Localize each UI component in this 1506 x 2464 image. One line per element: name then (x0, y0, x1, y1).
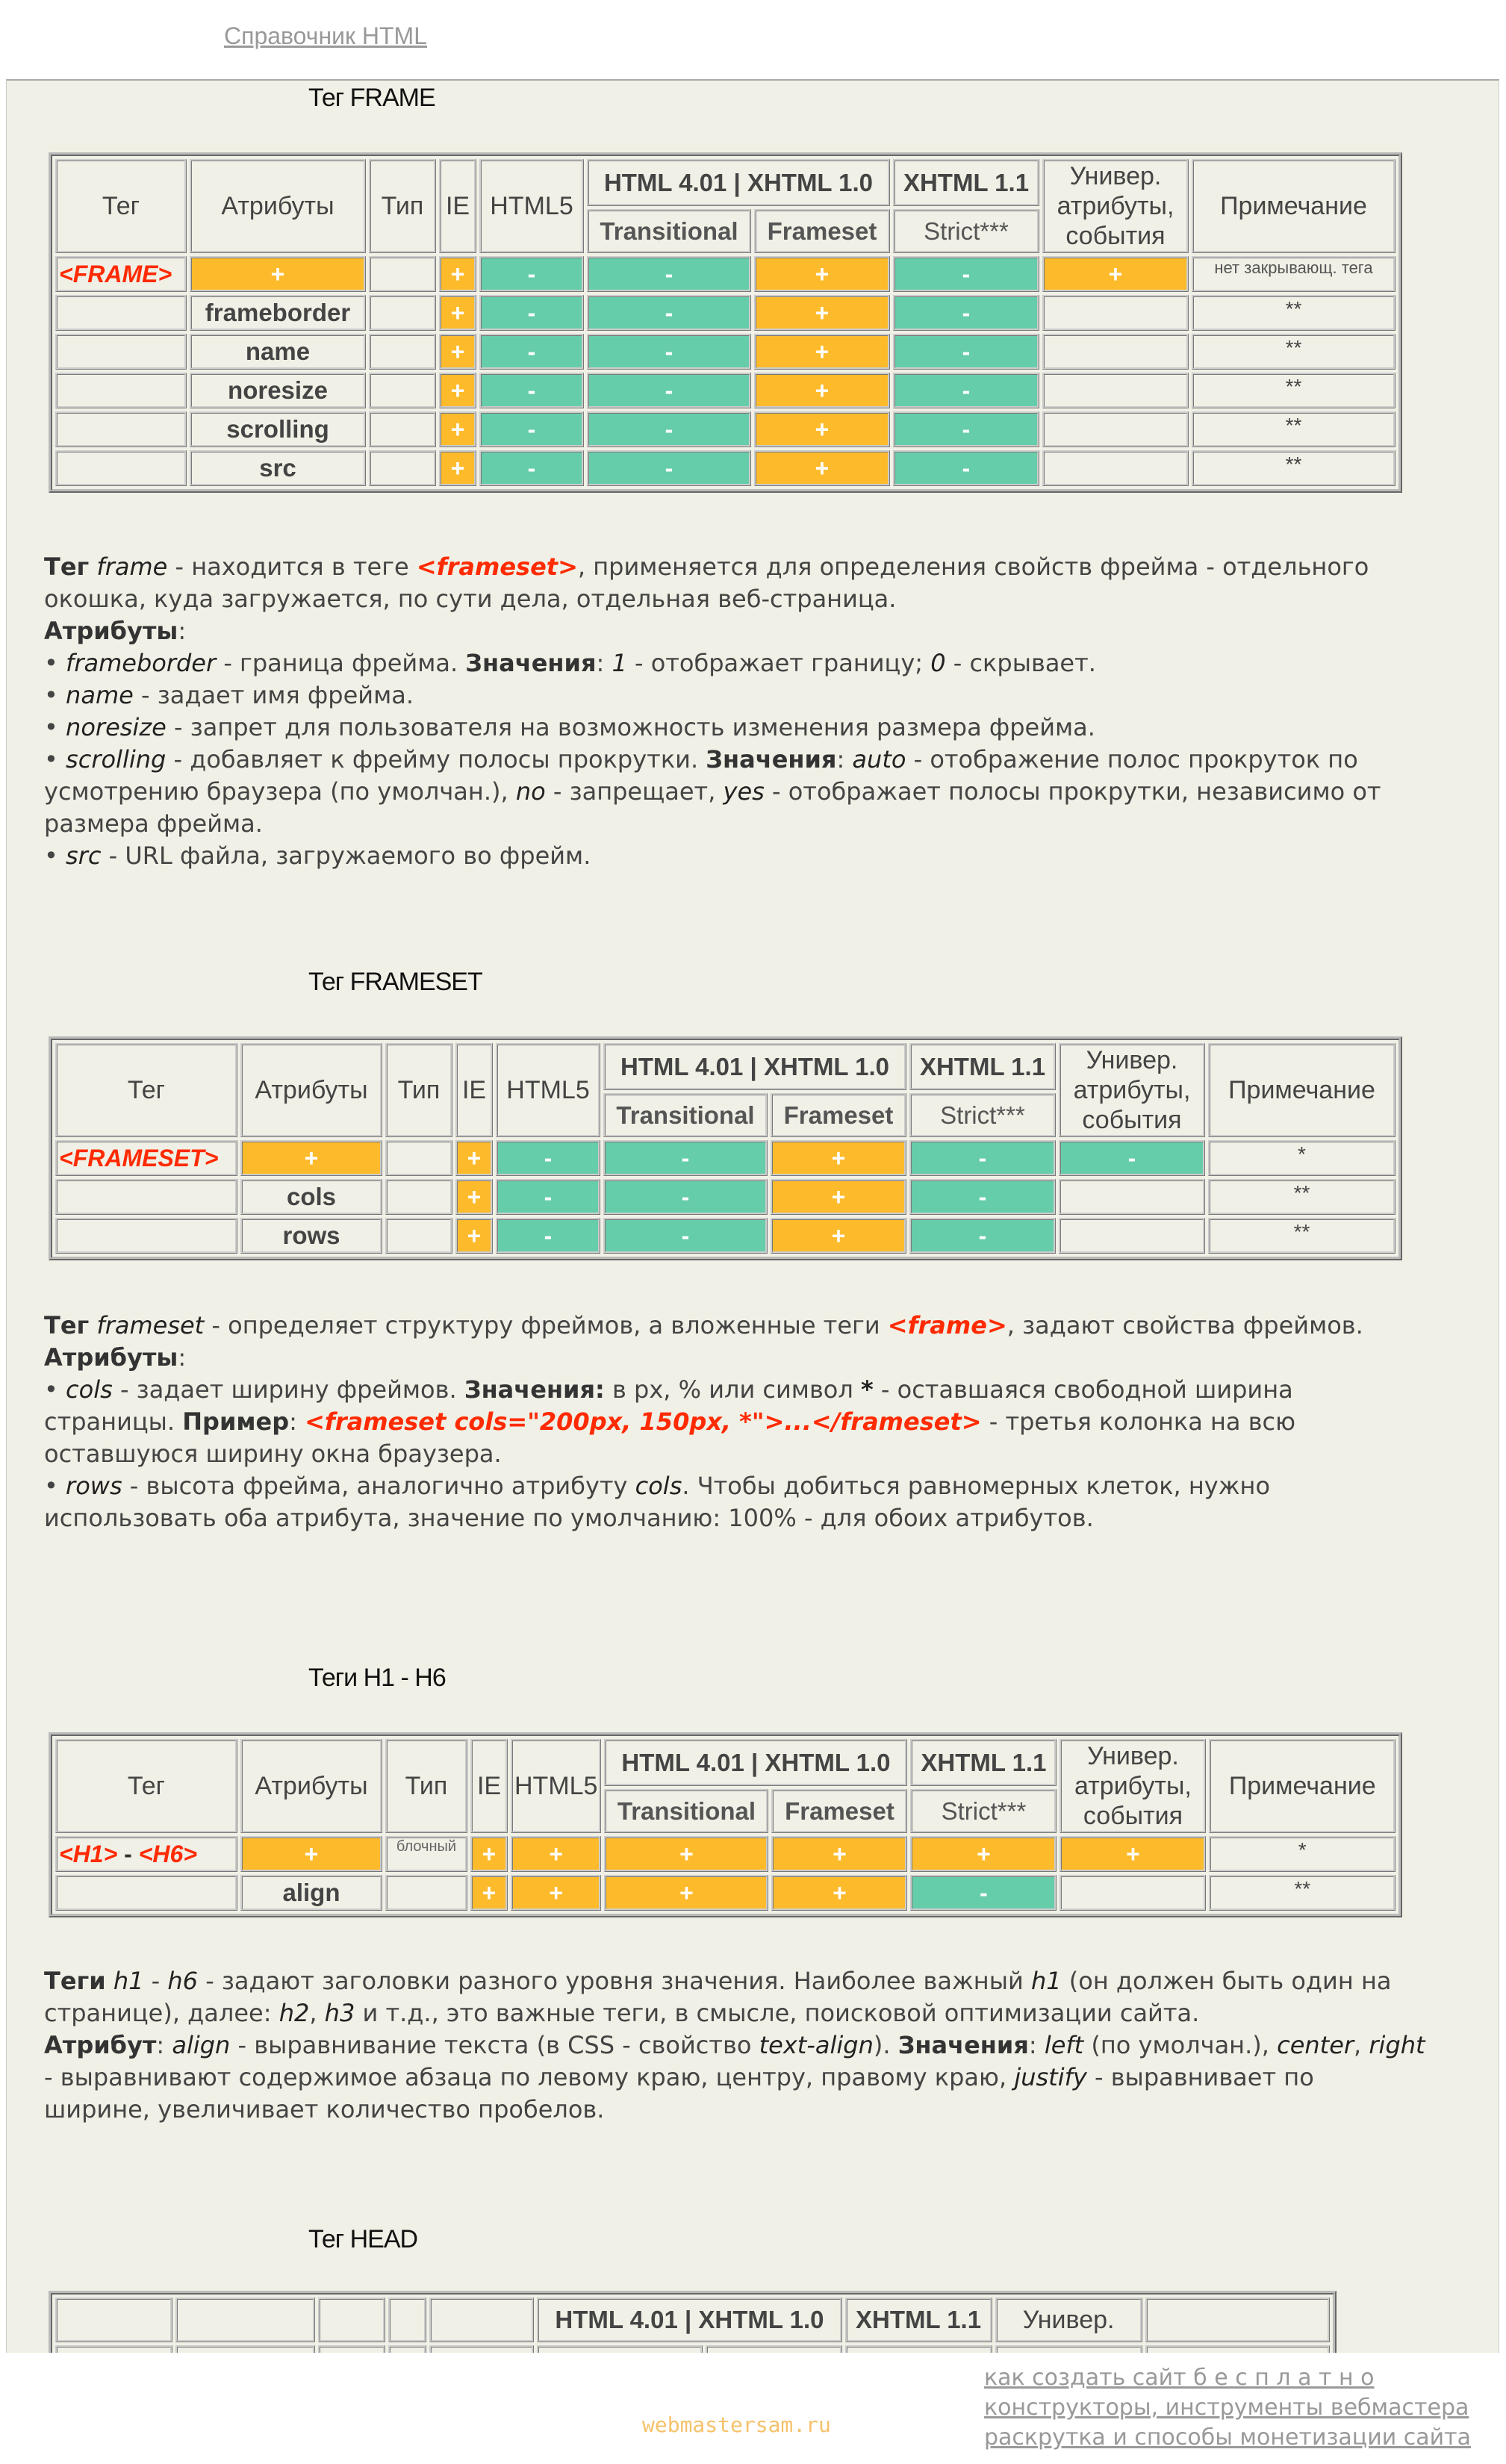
text: h1 (1030, 1967, 1062, 1995)
type-cell: блочный (385, 1836, 467, 1872)
empty-cell (369, 334, 436, 370)
text: auto (852, 745, 906, 774)
frame-table (49, 152, 1402, 493)
frameset-cell: + (771, 1836, 907, 1872)
tag-cell: <FRAMESET> (55, 1140, 237, 1176)
text: name (66, 681, 134, 709)
col-univ: Универ. атрибуты, события (1060, 1739, 1206, 1833)
ie-cell: + (439, 373, 476, 408)
text: - задает ширину фреймов. (112, 1375, 464, 1404)
strict-cell: - (909, 1218, 1056, 1254)
empty-cell (55, 334, 187, 370)
html5-cell: - (496, 1179, 600, 1215)
footer-link-tools[interactable]: конструкторы, инструменты вебмастера (984, 2395, 1469, 2421)
transitional-cell: + (604, 1836, 768, 1872)
type-cell (385, 1140, 452, 1176)
footer-link-monetization[interactable]: раскрутка и способы монетизации сайта (984, 2424, 1471, 2451)
ie-cell: + (455, 1179, 493, 1215)
attr-name: rows (240, 1218, 382, 1254)
html5-cell: - (479, 334, 584, 370)
note-cell: ** (1209, 1875, 1395, 1911)
transitional-cell: - (587, 334, 751, 370)
text: Атрибуты (44, 1343, 178, 1372)
univ-cell: + (1060, 1836, 1206, 1872)
ie-cell: + (470, 1875, 508, 1911)
empty-cell (55, 373, 187, 408)
table-row (55, 334, 1395, 370)
text: - определяет структуру фреймов, а вложенные теги (204, 1311, 888, 1340)
text: frame (96, 553, 168, 581)
transitional-cell: - (587, 295, 751, 331)
text: no (515, 777, 546, 806)
frameset-cell: + (754, 295, 890, 331)
note-cell: ** (1192, 450, 1395, 486)
table-row (55, 1875, 1395, 1911)
col-xhtml11: XHTML 1.1 (893, 159, 1039, 206)
text: . Чтобы добиться равномерных клеток, нужно использовать оба атрибута, значение по умолчанию: 100% - для обоих атрибутов. (44, 1472, 1271, 1532)
strict-cell: - (893, 373, 1039, 408)
tag-cell (55, 1836, 237, 1872)
text: cols (66, 1375, 113, 1404)
text: cols (635, 1472, 682, 1500)
text: : (178, 1343, 187, 1372)
text: Теги (44, 1967, 106, 1995)
text: - URL файла, загружаемого во фрейм. (101, 841, 591, 870)
empty-cell (369, 450, 436, 486)
html5-cell: - (479, 295, 584, 331)
html5-cell: - (479, 256, 584, 292)
col-frameset: Frameset (771, 1093, 906, 1137)
text: - задают заголовки разного уровня значения. Наиболее важный (198, 1967, 1031, 1995)
empty-cell (1042, 411, 1189, 447)
univ-cell: - (1059, 1140, 1205, 1176)
note-cell: ** (1192, 373, 1395, 408)
empty-cell (55, 1179, 237, 1215)
main-content (6, 79, 1499, 2354)
text: , задают свойства фреймов. (1006, 1311, 1363, 1340)
text: (он должен быть один на странице), далее: (44, 1967, 1392, 2027)
empty-cell (1042, 373, 1189, 408)
text: h2 (279, 1999, 310, 2027)
html5-cell: - (479, 450, 584, 486)
col-attributes: Атрибуты (190, 159, 366, 253)
text: : (289, 1407, 297, 1436)
frameset-cell: + (754, 256, 890, 292)
strict-cell: - (910, 1875, 1057, 1911)
text: - оставшаяся свободной ширина страницы. (44, 1375, 1293, 1436)
html5-cell: + (511, 1836, 601, 1872)
table-row (55, 256, 1395, 292)
col-frameset: Frameset (754, 209, 890, 253)
text: - высота фрейма, аналогично атрибуту (122, 1472, 635, 1500)
col-tag: Тег (55, 159, 187, 253)
text: <H1> (59, 1840, 118, 1867)
note-cell: ** (1208, 1179, 1395, 1215)
html5-cell: - (479, 411, 584, 447)
col-type: Тип (369, 159, 436, 253)
col-transitional: Transitional (587, 209, 751, 253)
col-attributes: Атрибуты (240, 1043, 382, 1137)
text: Атрибут (44, 2031, 157, 2059)
col-html401: HTML 4.01 | XHTML 1.0 (587, 159, 890, 206)
text: <frameset> (416, 553, 578, 581)
col-strict: Strict*** (893, 209, 1039, 253)
frameset-cell: + (771, 1218, 906, 1254)
text: h3 (324, 1999, 355, 2027)
text: align (172, 2031, 231, 2059)
transitional-cell: - (587, 450, 751, 486)
footer-links (984, 2363, 1471, 2453)
text: text-align (759, 2031, 874, 2059)
col-xhtml11: XHTML 1.1 (845, 2297, 992, 2342)
note-cell: ** (1192, 295, 1395, 331)
col-html5: HTML5 (496, 1043, 600, 1137)
col-transitional: Transitional (603, 1093, 768, 1137)
text: frameset (96, 1311, 205, 1340)
col-note (1145, 2297, 1330, 2342)
col-html5 (429, 2297, 535, 2342)
empty-cell (55, 1875, 237, 1911)
ie-cell: + (439, 450, 476, 486)
text: src (66, 841, 102, 870)
section-title-frame: Тег FRAME (308, 84, 435, 112)
col-strict: Strict*** (909, 1093, 1056, 1137)
col-univ: Универ. атрибуты, события (1059, 1043, 1205, 1137)
type-cell (369, 256, 436, 292)
text: left (1044, 2031, 1084, 2059)
table-row (55, 1179, 1395, 1215)
transitional-cell: - (603, 1140, 768, 1176)
empty-cell (1042, 295, 1189, 331)
attr-name: name (190, 334, 366, 370)
empty-cell (385, 1179, 452, 1215)
footer-site-name: webmastersam.ru (642, 2412, 831, 2437)
note-cell: нет закрывающ. тега (1192, 256, 1395, 292)
frameset-cell: + (754, 334, 890, 370)
frameset-cell: + (771, 1875, 907, 1911)
attr-name: src (190, 450, 366, 486)
col-transitional: Transitional (604, 1789, 768, 1833)
text: yes (723, 777, 765, 806)
attr-cell: + (190, 256, 366, 292)
text: <H6> (138, 1840, 197, 1867)
text: - отображение полос прокруток по усмотрению браузера (по умолчан.), (44, 745, 1358, 806)
ie-cell: + (470, 1836, 508, 1872)
text: в px, % или символ (604, 1375, 861, 1404)
h1h6-description (44, 1965, 1425, 2126)
attr-name: frameborder (190, 295, 366, 331)
text: 1 (612, 649, 627, 677)
text: center (1277, 2031, 1354, 2059)
text: , применяется для определения свойств фрейма - отдельного окошка, куда загружается, по сути дела, отдельная веб-страница. (44, 553, 1369, 613)
table-row (55, 295, 1395, 331)
top-link-html-reference[interactable]: Справочник HTML (224, 22, 427, 49)
text: : (156, 2031, 172, 2059)
footer (0, 2353, 1506, 2464)
empty-cell (385, 1875, 467, 1911)
col-note: Примечание (1208, 1043, 1395, 1137)
col-ie (388, 2297, 426, 2342)
text: : (596, 649, 605, 677)
col-attributes: Атрибуты (240, 1739, 382, 1833)
section-title-h1-h6: Теги H1 - H6 (308, 1664, 446, 1692)
text: - (117, 1840, 139, 1867)
text: h6 (167, 1967, 199, 1995)
text: - добавляет к фрейму полосы прокрутки. (166, 745, 706, 774)
col-html401: HTML 4.01 | XHTML 1.0 (537, 2297, 841, 2342)
footer-link-create-site[interactable]: как создать сайт б е с п л а т н о (984, 2365, 1375, 2391)
col-attributes (175, 2297, 315, 2342)
empty-cell (1060, 1875, 1206, 1911)
empty-cell (369, 373, 436, 408)
col-tag (55, 2297, 172, 2342)
strict-cell: - (909, 1179, 1056, 1215)
frame-description: Тег frame - находится в теге <frameset>, применяется для определения свойств фрейма - отдельного окошка, куда загружается, по сути дела, отдельная веб-страница. Атрибуты: • frameborder - граница фрейма. Значения: 1 - отображает границу; 0 - скрывает. • name - задает имя фрейма. • noresize - запрет для пользователя на возможность изменения размера фрейма. • scrolling - добавляет к фрейму полосы прокрутки. Значения: auto - отображение полос прокруток по усмотрению браузера (по умолчан.), no - запрещает, yes - отображает полосы прокрутки, независимо от размера фрейма. • src - URL файла, загружаемого во фрейм. (44, 553, 1381, 870)
col-ie: IE (470, 1739, 508, 1833)
frameset-cell: + (771, 1140, 906, 1176)
strict-cell: - (893, 256, 1039, 292)
text: и т.д., это важные теги, в смысле, поисковой оптимизации сайта. (355, 1999, 1200, 2027)
empty-cell (1059, 1218, 1205, 1254)
frameset-description: Тег frameset - определяет структуру фреймов, а вложенные теги <frame>, задают свойства фреймов. Атрибуты: • cols - задает ширину фреймов. Значения: в px, % или символ * - оставшаяся свободной ширина страницы. Пример: <frameset cols="200px, 150px, *">...</frameset> - третья колонка на всю оставшуюся ширину окна браузера. • rows - высота фрейма, аналогично атрибуту cols. Чтобы добиться равномерных клеток, нужно использовать оба атрибута, значение по умолчанию: 100% - для обоих атрибутов. (44, 1311, 1363, 1532)
text: - третья колонка на всю оставшуюся ширину окна браузера. (44, 1407, 1296, 1468)
text: : (836, 745, 845, 774)
transitional-cell: + (604, 1875, 768, 1911)
ie-cell: + (439, 411, 476, 447)
text: - задает имя фрейма. (133, 681, 414, 709)
strict-cell: - (893, 411, 1039, 447)
text: <frame> (887, 1311, 1007, 1340)
note-cell: * (1208, 1140, 1395, 1176)
strict-cell: - (893, 450, 1039, 486)
empty-cell (55, 411, 187, 447)
text: ). (873, 2031, 898, 2059)
attr-cell: + (240, 1836, 382, 1872)
transitional-cell: - (587, 411, 751, 447)
html5-cell: - (479, 373, 584, 408)
attr-name: align (240, 1875, 382, 1911)
table-row (55, 411, 1395, 447)
note-cell: ** (1208, 1218, 1395, 1254)
text: Значения (897, 2031, 1029, 2059)
text: , (309, 1999, 325, 2027)
empty-cell (55, 1218, 237, 1254)
strict-cell: + (910, 1836, 1057, 1872)
attr-name: scrolling (190, 411, 366, 447)
col-xhtml11: XHTML 1.1 (909, 1043, 1056, 1090)
table-row (55, 1836, 1395, 1872)
frameset-cell: + (771, 1179, 906, 1215)
text: - запрещает, (545, 777, 724, 806)
empty-cell (1042, 334, 1189, 370)
col-ie: IE (455, 1043, 493, 1137)
empty-cell (385, 1218, 452, 1254)
html5-cell: + (511, 1875, 601, 1911)
transitional-cell: - (603, 1179, 768, 1215)
text: frameborder (66, 649, 217, 677)
head-table (49, 2291, 1337, 2354)
text: Тег (44, 1311, 90, 1340)
text: : (1028, 2031, 1045, 2059)
text: right (1369, 2031, 1425, 2059)
text: - скрывает. (945, 649, 1096, 677)
empty-cell (369, 411, 436, 447)
html5-cell: - (496, 1218, 600, 1254)
section-title-head: Тег HEAD (308, 2225, 418, 2253)
transitional-cell: - (603, 1218, 768, 1254)
text: - отображает полосы прокрутки, независимо от размера фрейма. (44, 777, 1381, 838)
transitional-cell: - (587, 256, 751, 292)
strict-cell: - (893, 334, 1039, 370)
strict-cell: - (909, 1140, 1056, 1176)
text: h1 (113, 1967, 144, 1995)
text: - запрет для пользователя на возможность изменения размера фрейма. (166, 713, 1095, 741)
text: - находится в теге (167, 553, 417, 581)
text: 0 (930, 649, 946, 677)
text: Пример (182, 1407, 290, 1436)
col-frameset: Frameset (771, 1789, 907, 1833)
col-univ: Универ. (995, 2297, 1142, 2342)
col-strict: Strict*** (910, 1789, 1057, 1833)
attr-name: noresize (190, 373, 366, 408)
col-html5: HTML5 (479, 159, 584, 253)
text: - выравнивает по ширине, увеличивает количество пробелов. (44, 2063, 1314, 2124)
text: justify (1014, 2063, 1087, 2091)
text: , (1354, 2031, 1369, 2059)
h1h6-table (49, 1732, 1402, 1917)
univ-cell: + (1042, 256, 1189, 292)
col-tag: Тег (55, 1739, 237, 1833)
col-html401: HTML 4.01 | XHTML 1.0 (604, 1739, 907, 1786)
col-tag: Тег (55, 1043, 237, 1137)
attr-cell: + (240, 1140, 382, 1176)
text: <frameset cols="200px, 150px, *">...</frameset> (305, 1407, 982, 1436)
text: Значения: (464, 1375, 605, 1404)
empty-cell (55, 450, 187, 486)
transitional-cell: - (587, 373, 751, 408)
text: - отображает границу; (626, 649, 931, 677)
text: scrolling (66, 745, 167, 774)
col-note: Примечание (1192, 159, 1395, 253)
frameset-cell: + (754, 373, 890, 408)
note-cell: * (1209, 1836, 1395, 1872)
empty-cell (369, 295, 436, 331)
frameset-cell: + (754, 450, 890, 486)
col-type (318, 2297, 385, 2342)
col-html5: HTML5 (511, 1739, 601, 1833)
col-note: Примечание (1209, 1739, 1395, 1833)
ie-cell: + (455, 1140, 493, 1176)
frameset-cell: + (754, 411, 890, 447)
text: Значения (465, 649, 597, 677)
text: - (143, 1967, 168, 1995)
note-cell: ** (1192, 334, 1395, 370)
text: noresize (66, 713, 167, 741)
strict-cell: - (893, 295, 1039, 331)
text: : (178, 617, 187, 645)
ie-cell: + (439, 256, 476, 292)
attr-name: cols (240, 1179, 382, 1215)
table-row (55, 1140, 1395, 1176)
col-xhtml11: XHTML 1.1 (910, 1739, 1057, 1786)
text: (по умолчан.), (1083, 2031, 1278, 2059)
note-cell: ** (1192, 411, 1395, 447)
table-row (55, 373, 1395, 408)
empty-cell (55, 295, 187, 331)
col-html401: HTML 4.01 | XHTML 1.0 (603, 1043, 906, 1090)
col-ie: IE (439, 159, 476, 253)
ie-cell: + (455, 1218, 493, 1254)
text: - граница фрейма. (216, 649, 466, 677)
text: - выравнивание текста (в CSS - свойство (230, 2031, 759, 2059)
frameset-table (49, 1036, 1402, 1260)
text: Значения (706, 745, 837, 774)
ie-cell: + (439, 295, 476, 331)
col-type: Тип (385, 1043, 452, 1137)
text: - выравнивают содержимое абзаца по левому краю, центру, правому краю, (44, 2063, 1015, 2091)
col-univ: Универ. атрибуты, события (1042, 159, 1189, 253)
empty-cell (1059, 1179, 1205, 1215)
text: rows (66, 1472, 122, 1500)
text: Атрибуты (44, 617, 178, 645)
table-row (55, 450, 1395, 486)
empty-cell (1042, 450, 1189, 486)
tag-cell: <FRAME> (55, 256, 187, 292)
text: Тег (44, 553, 90, 581)
ie-cell: + (439, 334, 476, 370)
section-title-frameset: Тег FRAMESET (308, 968, 482, 996)
table-row (55, 1218, 1395, 1254)
col-type: Тип (385, 1739, 467, 1833)
text: * (861, 1375, 874, 1404)
html5-cell: - (496, 1140, 600, 1176)
